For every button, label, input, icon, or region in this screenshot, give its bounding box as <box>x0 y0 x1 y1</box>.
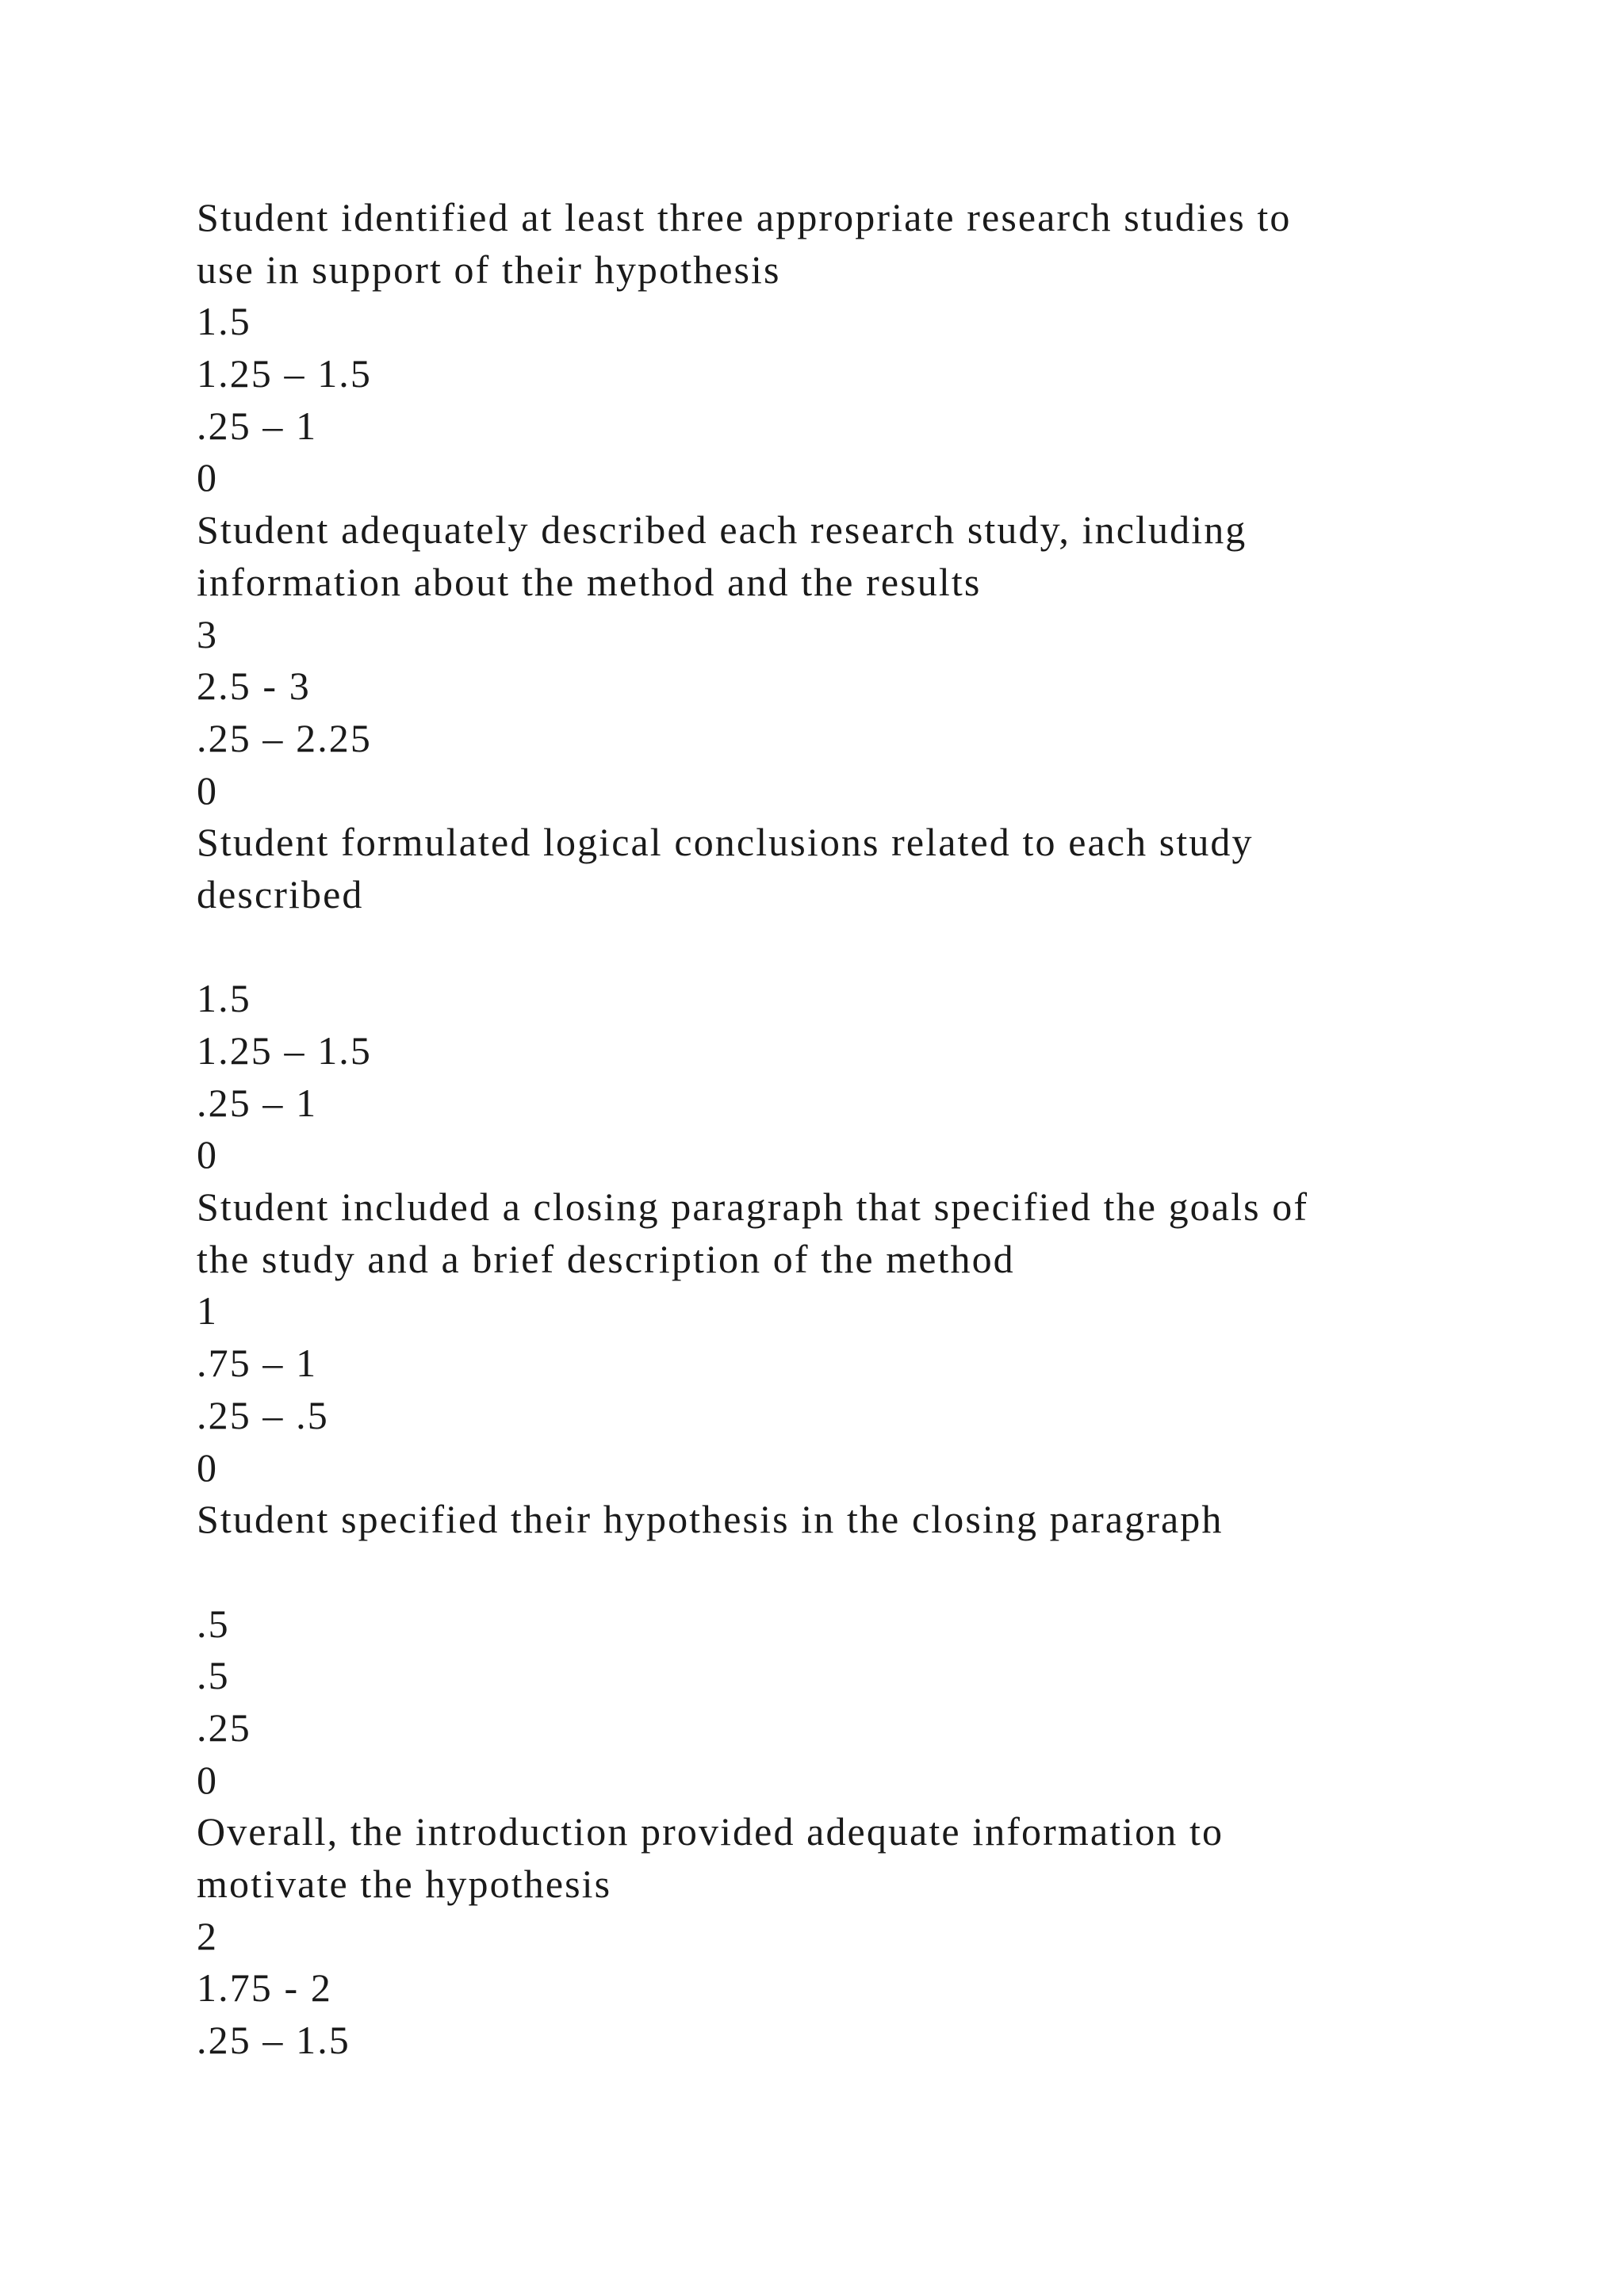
criterion-2-zero: 0 <box>197 767 219 813</box>
criterion-2-max-points: 3 <box>197 611 219 656</box>
criterion-5-range-high: .5 <box>197 1653 230 1698</box>
criterion-6-text-line-2: motivate the hypothesis <box>197 1862 612 1906</box>
criterion-3-range-low: .25 – 1 <box>197 1080 318 1125</box>
criterion-1-text-line-2: use in support of their hypothesis <box>197 247 781 292</box>
criterion-1-zero: 0 <box>197 455 219 500</box>
criterion-5-zero: 0 <box>197 1757 219 1802</box>
criterion-5-max-points: .5 <box>197 1601 230 1646</box>
criterion-3-text-line-1: Student formulated logical conclusions related to each study <box>197 820 1254 865</box>
criterion-3-range-high: 1.25 – 1.5 <box>197 1028 372 1073</box>
criterion-4-zero: 0 <box>197 1445 219 1490</box>
criterion-6-range-high: 1.75 - 2 <box>197 1965 332 2011</box>
blank-line <box>197 921 1465 974</box>
criterion-5-text-line-1: Student specified their hypothesis in the closing paragraph <box>197 1497 1224 1542</box>
document-body <box>197 192 1465 2067</box>
criterion-4-max-points: 1 <box>197 1288 219 1334</box>
criterion-5-range-low: .25 <box>197 1705 251 1750</box>
criterion-2-range-low: .25 – 2.25 <box>197 715 372 760</box>
criterion-1-range-low: .25 – 1 <box>197 403 318 448</box>
criterion-4-range-low: .25 – .5 <box>197 1392 329 1437</box>
criterion-6-text-line-1: Overall, the introduction provided adequate information to <box>197 1809 1224 1854</box>
criterion-4-text-line-1: Student included a closing paragraph that specified the goals of <box>197 1184 1309 1230</box>
criterion-1-text-line-1: Student identified at least three appropriate research studies to <box>197 195 1292 239</box>
criterion-1-max-points: 1.5 <box>197 299 251 344</box>
criterion-6-range-low: .25 – 1.5 <box>197 2018 350 2063</box>
criterion-3-text-line-2: described <box>197 871 364 916</box>
criterion-1-range-high: 1.25 – 1.5 <box>197 351 372 396</box>
criterion-2-range-high: 2.5 - 3 <box>197 664 311 709</box>
criterion-6-max-points: 2 <box>197 1913 219 1958</box>
blank-line <box>197 1546 1465 1598</box>
criterion-3-max-points: 1.5 <box>197 976 251 1021</box>
criterion-2-text-line-2: information about the method and the results <box>197 559 982 604</box>
criterion-4-range-high: .75 – 1 <box>197 1341 318 1386</box>
criterion-2-text-line-1: Student adequately described each research study, including <box>197 507 1247 553</box>
criterion-4-text-line-2: the study and a brief description of the method <box>197 1236 1015 1281</box>
criterion-3-zero: 0 <box>197 1132 219 1177</box>
